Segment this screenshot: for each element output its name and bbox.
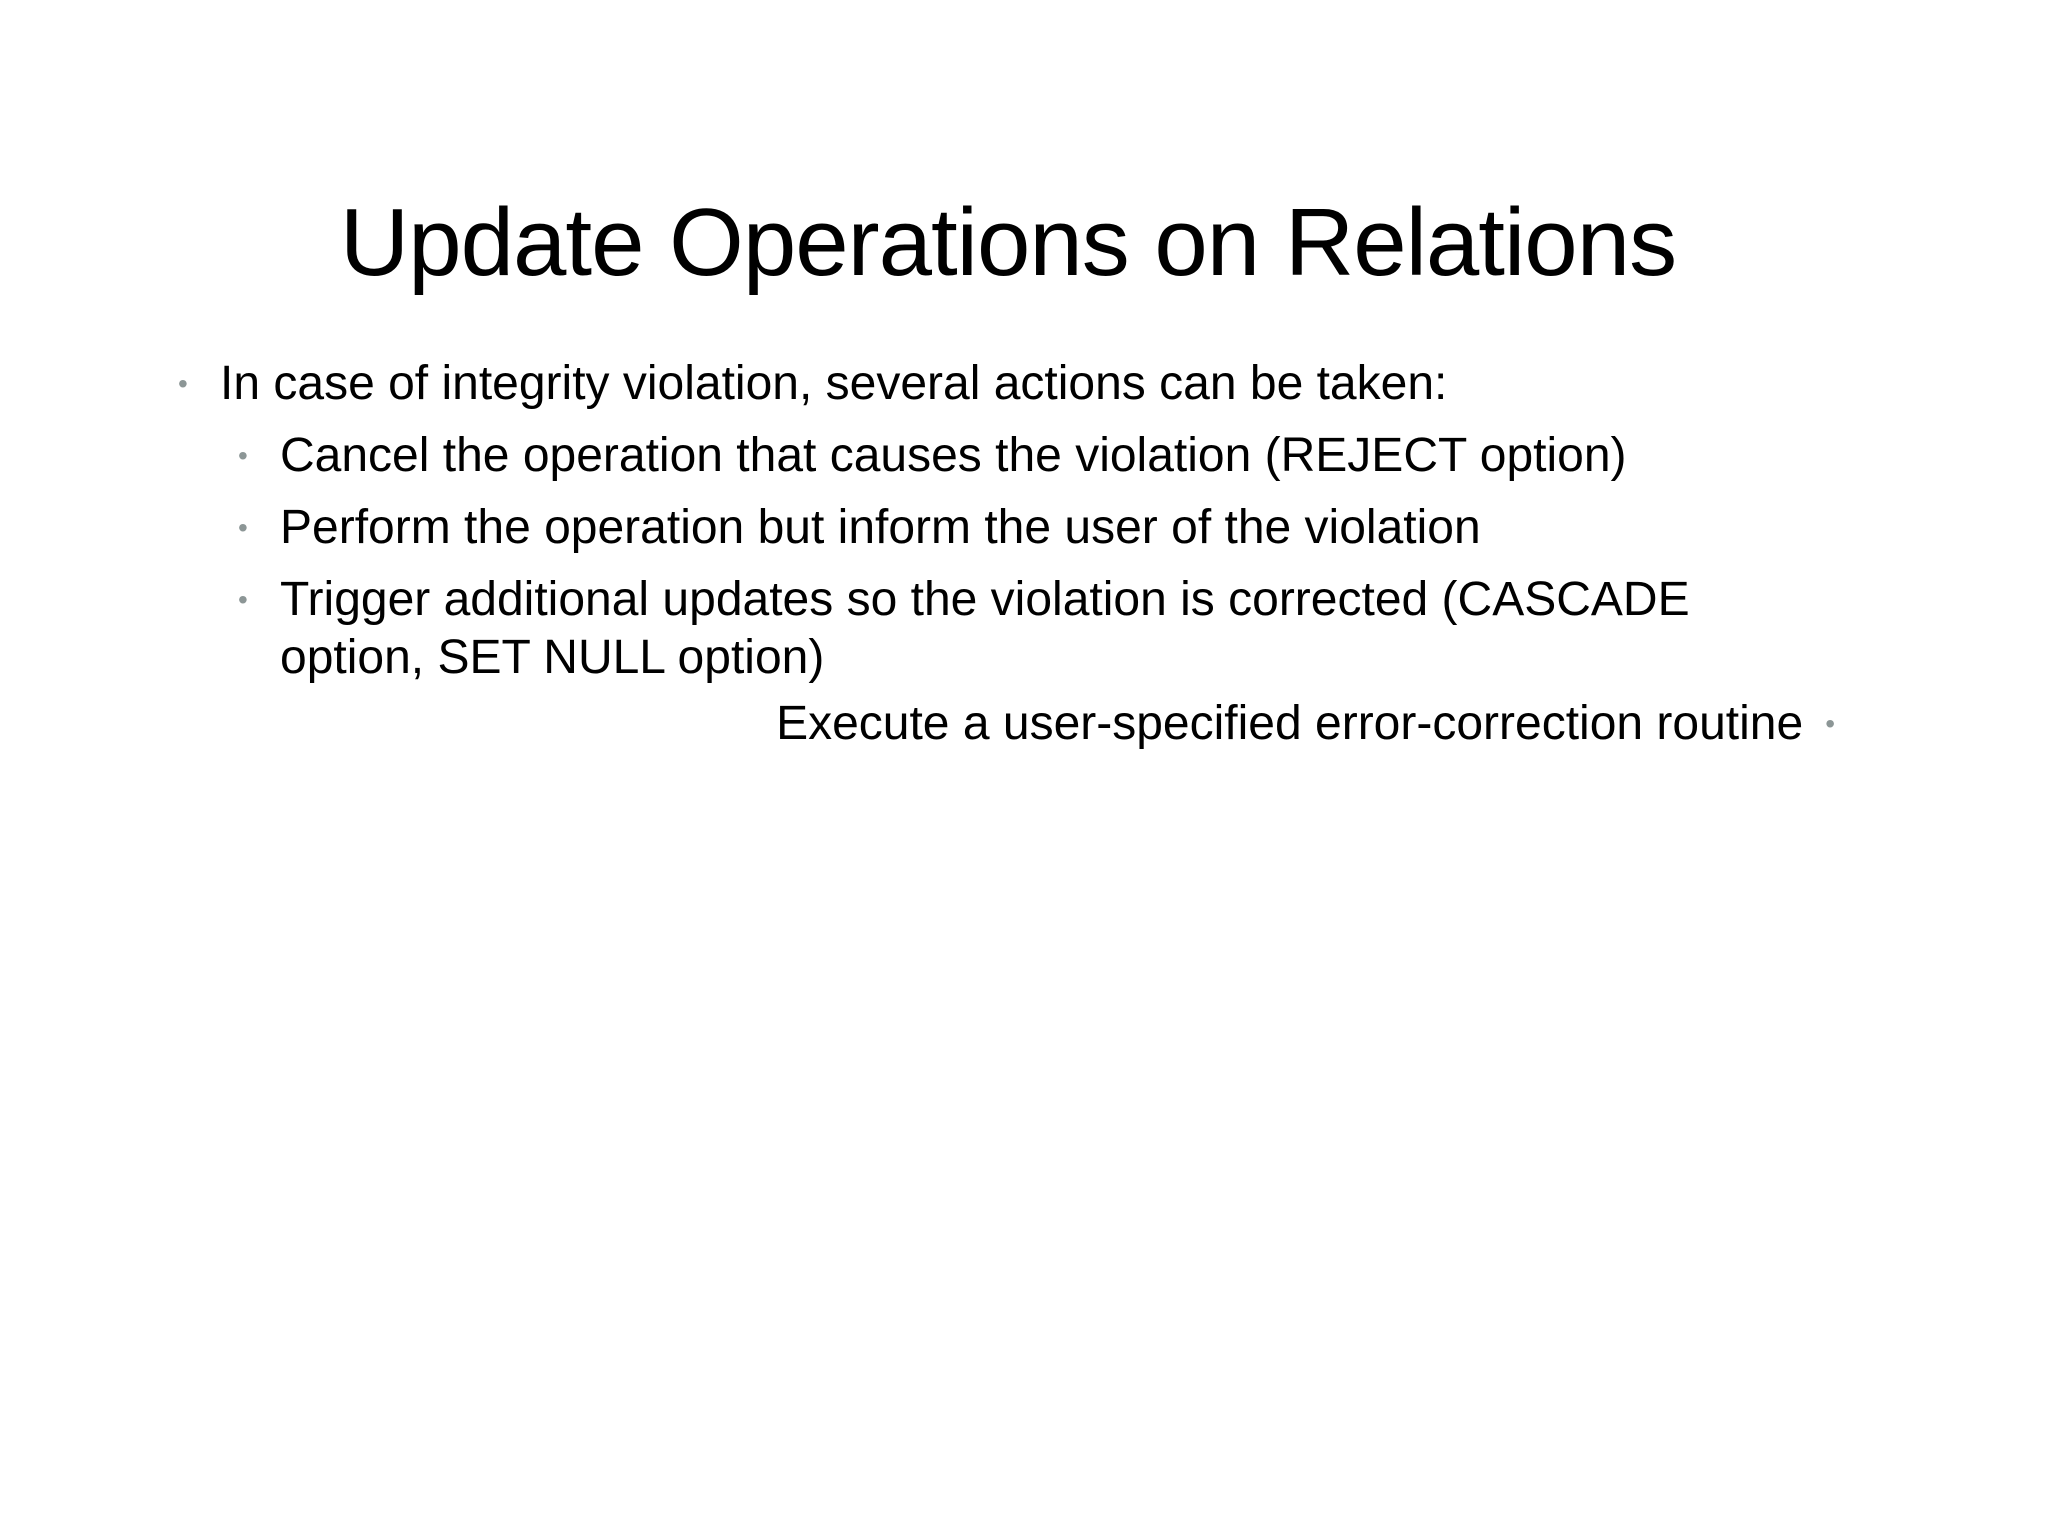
sub-bullet-text: Perform the operation but inform the user of the violation <box>280 501 1481 554</box>
slide-title: Update Operations on Relations <box>339 189 1677 296</box>
bullet-dot-icon: • <box>238 584 248 615</box>
sub-bullet-inform <box>178 499 1878 557</box>
bullet-list <box>178 355 1878 701</box>
bullet-dot-icon: • <box>238 440 248 471</box>
sub-bullet-error-routine <box>0 695 1835 753</box>
sub-bullet-cascade <box>178 571 1878 687</box>
sub-bullet-text: Trigger additional updates so the violation is corrected (CASCADE option, SET NULL option) <box>280 573 1690 684</box>
bullet-dot-icon: • <box>178 368 188 399</box>
sub-bullet-text: Cancel the operation that causes the violation (REJECT option) <box>280 429 1627 482</box>
sub-bullet-text: Execute a user-specified error-correction routine <box>776 697 1804 750</box>
bullet-dot-icon: • <box>238 512 248 543</box>
bullet-dot-icon: • <box>1825 708 1835 739</box>
bullet-main-text: In case of integrity violation, several actions can be taken: <box>220 357 1448 410</box>
bullet-main <box>178 355 1878 413</box>
sub-bullet-reject <box>178 427 1878 485</box>
